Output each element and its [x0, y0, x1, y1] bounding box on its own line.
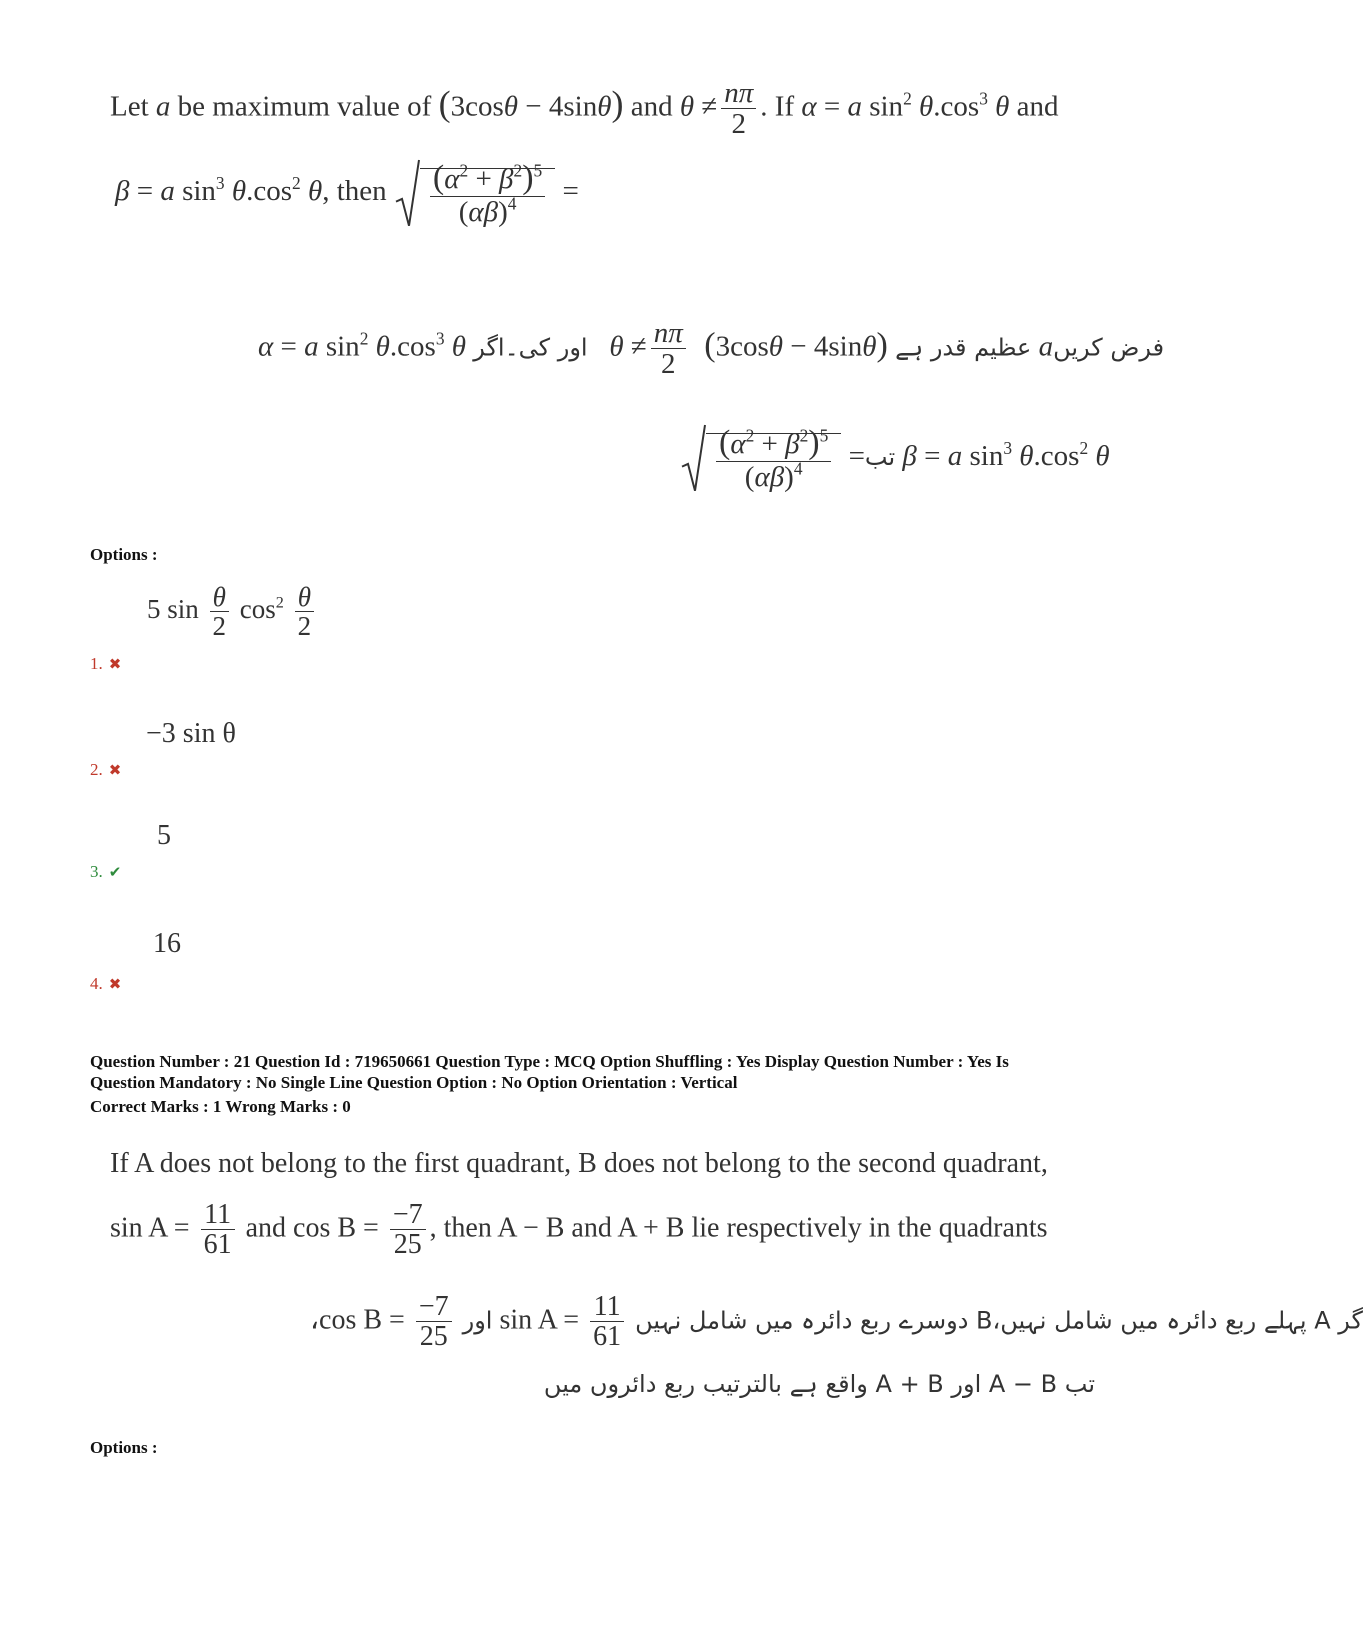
- option-2-content: −3 sin θ: [146, 718, 236, 749]
- q20-line1: Let a be maximum value of (3cosθ − 4sinθ) and θ ≠ $\frac{n\pi}{2}$ . If α = a $\sin^2 \theta.\cos^3$ θ and: [110, 77, 1059, 141]
- options-label-2: Options :: [90, 1438, 158, 1457]
- option-1-content: 5 sin $\frac{\theta}{2}$ $\cos^2$ $\frac{\theta}{2}$: [147, 583, 318, 641]
- q20-urdu-line1: α = a $\sin^2 \theta.\cos^3$ θ اور کی۔اگر θ ≠ $\frac{n\pi}{2}$ (3cosθ − 4sinθ) عظیم قدر ہے aفرض کریں: [258, 317, 1165, 381]
- cross-icon: ✖: [108, 657, 122, 673]
- q21-line1: If A does not belong to the first quadrant, B does not belong to the second quadrant,: [110, 1148, 1048, 1179]
- radical-expression-urdu: $\frac{(\alpha^2 + \beta^2)^5}{(\alpha\beta)^4}$: [680, 425, 841, 492]
- option-4-content: 16: [153, 928, 181, 959]
- question-meta-line1: Question Number : 21 Question Id : 719650661 Question Type : MCQ Option Shuffling : Yes Display Question Number : Yes Is: [90, 1052, 1009, 1071]
- cross-icon: ✖: [108, 763, 122, 779]
- radical-expression: $\frac{(\alpha^2 + \beta^2)^5}{(\alpha\beta)^4}$: [394, 160, 555, 227]
- option-1-number[interactable]: 1. ✖: [90, 654, 122, 673]
- check-icon: ✔: [108, 865, 122, 881]
- options-label: Options :: [90, 545, 158, 564]
- q21-urdu-line2: تب A − B اور A + B واقع ہے بالترتیب ربع دائروں میں: [543, 1370, 1095, 1398]
- option-2-number[interactable]: 2. ✖: [90, 760, 122, 779]
- q20-line2: β = a $\sin^3 \theta.\cos^2$ θ, then $\frac{(\alpha^2 + \beta^2)^5}{(\alpha\beta)^4}$ =: [115, 159, 579, 228]
- option-3-number[interactable]: 3. ✔: [90, 862, 122, 881]
- q21-urdu-line1: ،cos B = $\frac{-7}{25}$ اور sin A = $\frac{11}{61}$ گر A پہلے ربع دائرہ میں شامل نہیں،B دوسرے ربع دائرہ میں شامل نہیں: [310, 1291, 1363, 1353]
- q21-line2: sin A = $\frac{11}{61}$ and cos B = $\frac{-7}{25}$ , then A − B and A + B lie respectively in the quadrants: [110, 1199, 1048, 1261]
- cross-icon: ✖: [108, 977, 122, 993]
- question-marks: Correct Marks : 1 Wrong Marks : 0: [90, 1097, 351, 1116]
- option-3-content: 5: [157, 820, 171, 851]
- option-4-number[interactable]: 4. ✖: [90, 974, 122, 993]
- question-meta-line2: Question Mandatory : No Single Line Question Option : No Option Orientation : Vertical: [90, 1073, 738, 1092]
- q20-urdu-line2: $\frac{(\alpha^2 + \beta^2)^5}{(\alpha\beta)^4}$ =تب β = a $\sin^3 \theta.\cos^2$ θ: [680, 425, 1110, 492]
